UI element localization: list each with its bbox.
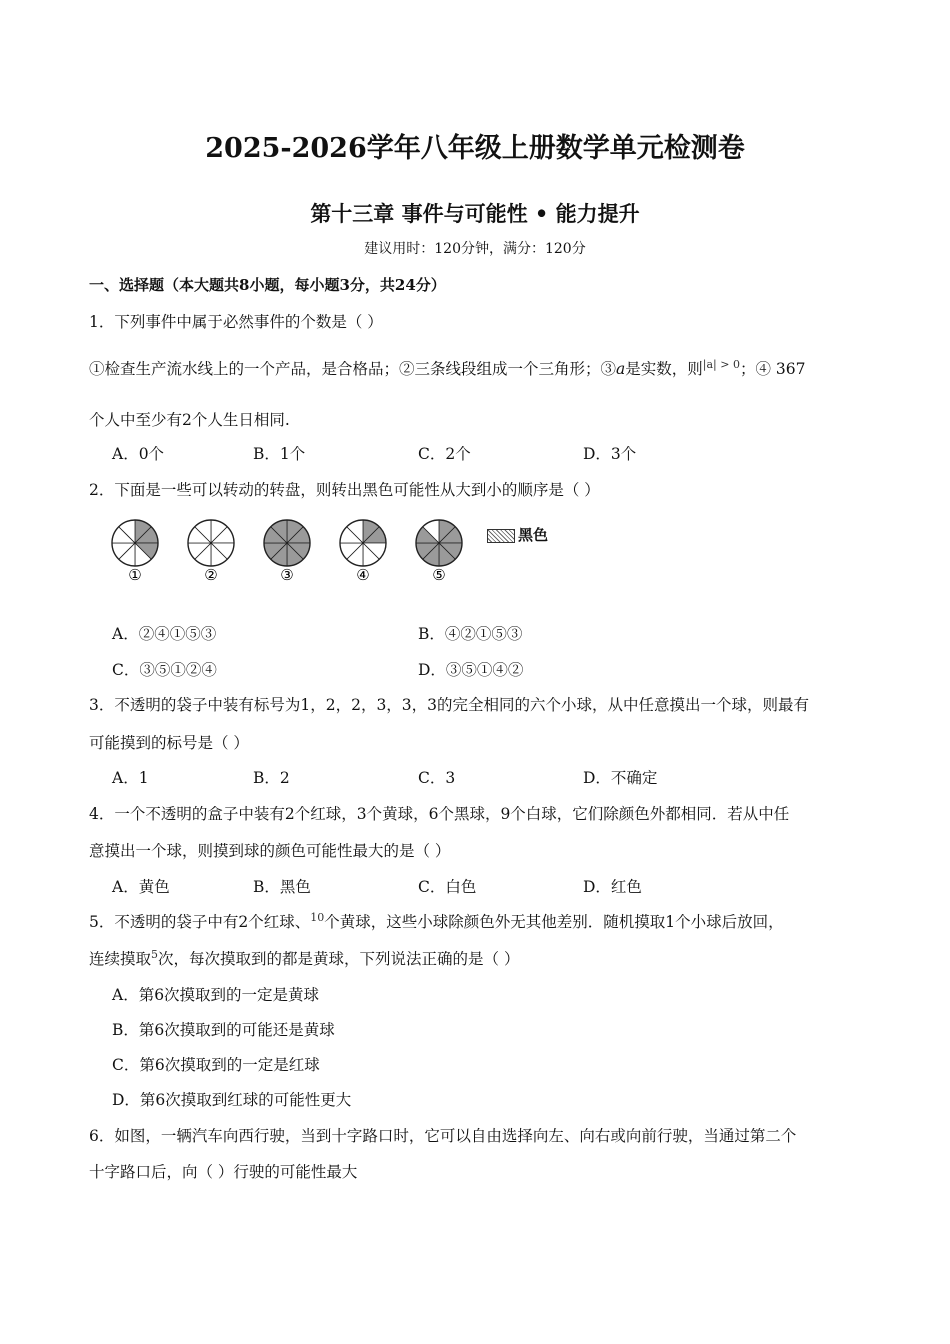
q1-option-b: B．1个 [253,445,306,463]
wheel-label: ① [128,566,142,584]
legend-swatch [487,529,515,543]
legend [487,524,548,545]
q1-line2-c: ；④ 367 [739,360,806,378]
q4-option-c: C．白色 [418,878,477,896]
spinner-wheel-5 [416,520,462,584]
q1-line2-a: ①检查生产流水线上的一个产品，是合格品；②三条线段组成一个三角形；③ [89,360,617,378]
q6-line1: 6．如图，一辆汽车向西行驶，当到十字路口时，它可以自由选择向左、向右或向前行驶，当通过第二个 [89,1127,797,1145]
wheel-label: ③ [280,566,294,584]
q2-option-c: C．③⑤①②④ [112,661,217,679]
q5-line1-b: 个黄球，这些小球除颜色外无其他差别．随机摸取1个小球后放回， [324,913,784,931]
chapter-subtitle: 第十三章 事件与可能性 • 能力提升 [310,201,640,226]
q5-option-d: D．第6次摸取到红球的可能性更大 [112,1091,352,1109]
q1-stem: 1．下列事件中属于必然事件的个数是（ ） [89,313,383,331]
q1-var-a: a [616,360,626,378]
q5-line1-a: 5．不透明的袋子中有2个红球、 [89,913,311,931]
spinner-wheel-2 [188,520,234,584]
q4-line2: 意摸出一个球，则摸到球的颜色可能性最大的是（ ） [89,842,451,860]
q1-line3: 个人中至少有2个人生日相同. [89,411,290,429]
q3-option-c: C．3 [418,769,456,787]
q2-option-d: D．③⑤①④② [418,661,524,679]
section-heading: 一、选择题（本大题共8小题，每小题3分，共24分） [89,276,446,294]
spinner-wheel-4 [340,520,386,584]
q5-line2-b: 次，每次摸取到的都是黄球，下列说法正确的是（ ） [158,950,520,968]
q3-option-d: D．不确定 [583,769,658,787]
q3-line2: 可能摸到的标号是（ ） [89,734,249,752]
q4-option-a: A．黄色 [112,878,170,896]
wheel-label: ② [204,566,218,584]
q1-line2-b: 是实数，则 [625,360,703,378]
q1-line2 [89,357,805,379]
q5-num10: 10 [310,910,325,924]
wheel-label: ④ [356,566,370,584]
q2-stem: 2．下面是一些可以转动的转盘，则转出黑色可能性从大到小的顺序是（ ） [89,481,600,499]
q5-line1 [89,910,784,932]
spinner-wheel-3 [264,520,310,584]
page-title: 2025-2026学年八年级上册数学单元检测卷 [205,133,745,164]
q1-option-c: C．2个 [418,445,471,463]
q3-option-b: B．2 [253,769,290,787]
q5-option-b: B．第6次摸取到的可能还是黄球 [112,1021,335,1039]
q4-option-b: B．黑色 [253,878,311,896]
q6-line2: 十字路口后，向（ ）行驶的可能性最大 [89,1163,358,1181]
spinner-figure [105,512,485,592]
q1-formula: |a| > 0 [702,357,740,371]
q3-option-a: A．1 [112,769,149,787]
q5-num5: 5 [151,947,159,961]
q3-line1: 3．不透明的袋子中装有标号为1，2，2，3，3，3的完全相同的六个小球，从中任意摸出一个球，则最有 [89,696,810,714]
exam-meta: 建议用时：120分钟，满分：120分 [364,241,586,257]
q5-option-a: A．第6次摸取到的一定是黄球 [112,986,320,1004]
q2-option-b: B．④②①⑤③ [418,625,523,643]
legend-label: 黑色 [518,526,549,544]
q5-option-c: C．第6次摸取到的一定是红球 [112,1056,320,1074]
q5-line2 [89,947,519,969]
q2-option-a: A．②④①⑤③ [112,625,217,643]
q1-option-d: D．3个 [583,445,637,463]
q4-option-d: D．红色 [583,878,642,896]
spinner-wheel-1 [112,520,158,584]
q4-line1: 4．一个不透明的盒子中装有2个红球，3个黄球，6个黑球，9个白球，它们除颜色外都相同．若从中任 [89,805,790,823]
q1-option-a: A．0个 [112,445,165,463]
q5-line2-a: 连续摸取 [89,950,152,968]
wheel-label: ⑤ [432,566,446,584]
